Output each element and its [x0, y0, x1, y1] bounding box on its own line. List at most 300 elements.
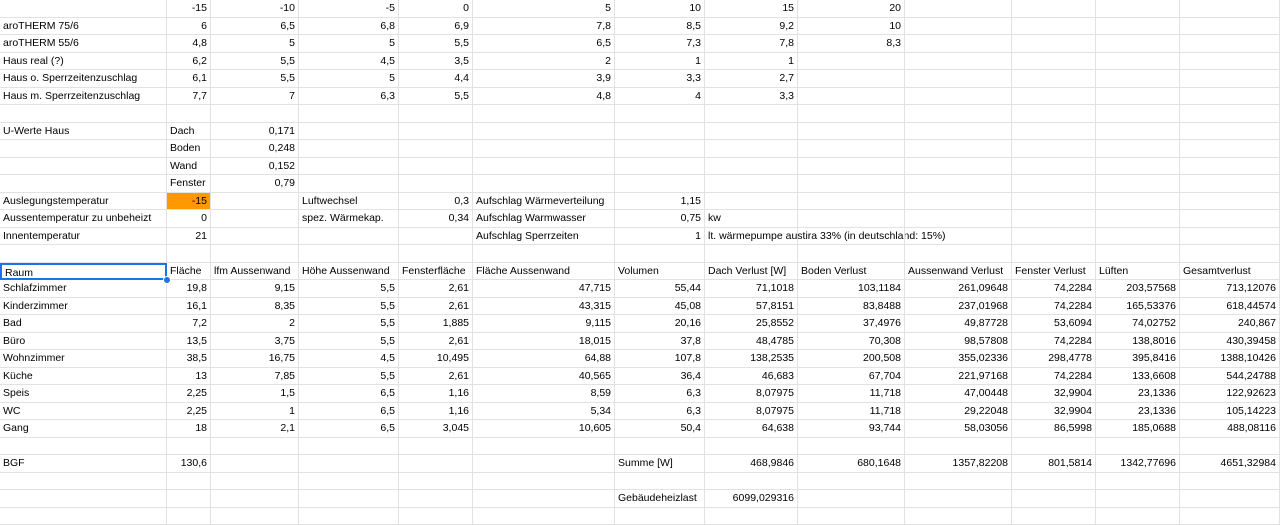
cell[interactable] [211, 473, 299, 491]
cell[interactable]: Wohnzimmer [0, 350, 167, 368]
cell[interactable] [299, 158, 399, 176]
cell[interactable]: Lüften [1096, 263, 1180, 281]
cell[interactable]: 5 [299, 70, 399, 88]
cell[interactable] [1096, 473, 1180, 491]
cell[interactable] [905, 490, 1012, 508]
cell[interactable] [399, 438, 473, 456]
cell[interactable]: Haus o. Sperrzeitenzuschlag [0, 70, 167, 88]
cell[interactable] [1012, 70, 1096, 88]
cell[interactable] [0, 158, 167, 176]
cell[interactable] [798, 438, 905, 456]
cell[interactable] [1096, 158, 1180, 176]
cell[interactable]: 5 [299, 35, 399, 53]
cell[interactable]: Luftwechsel [299, 193, 399, 211]
cell[interactable] [798, 53, 905, 71]
cell[interactable] [798, 193, 905, 211]
cell[interactable] [299, 105, 399, 123]
cell[interactable]: 70,308 [798, 333, 905, 351]
cell[interactable]: 2,7 [705, 70, 798, 88]
cell[interactable]: 203,57568 [1096, 280, 1180, 298]
cell[interactable] [905, 88, 1012, 106]
cell[interactable] [905, 53, 1012, 71]
cell[interactable] [1012, 0, 1096, 18]
cell[interactable] [1096, 490, 1180, 508]
cell[interactable]: 680,1648 [798, 455, 905, 473]
cell[interactable] [905, 228, 1012, 246]
cell[interactable]: 2,25 [167, 385, 211, 403]
cell[interactable]: 10,605 [473, 420, 615, 438]
cell[interactable] [1180, 35, 1280, 53]
cell[interactable] [705, 508, 798, 525]
cell[interactable] [705, 245, 798, 263]
cell[interactable]: 4 [615, 88, 705, 106]
cell[interactable] [1096, 140, 1180, 158]
cell[interactable] [299, 455, 399, 473]
cell[interactable]: 3,3 [705, 88, 798, 106]
cell[interactable]: 138,2535 [705, 350, 798, 368]
cell[interactable]: 40,565 [473, 368, 615, 386]
cell[interactable]: Büro [0, 333, 167, 351]
cell[interactable]: 3,9 [473, 70, 615, 88]
cell[interactable]: 18 [167, 420, 211, 438]
cell[interactable]: 8,07975 [705, 385, 798, 403]
cell[interactable]: 122,92623 [1180, 385, 1280, 403]
cell[interactable] [399, 228, 473, 246]
cell[interactable]: 8,5 [615, 18, 705, 36]
cell[interactable] [615, 140, 705, 158]
cell[interactable] [705, 105, 798, 123]
cell[interactable]: 8,59 [473, 385, 615, 403]
cell[interactable] [615, 245, 705, 263]
cell[interactable]: Bad [0, 315, 167, 333]
cell[interactable]: 5,5 [211, 53, 299, 71]
cell[interactable] [299, 508, 399, 525]
cell[interactable] [1180, 105, 1280, 123]
cell[interactable] [705, 193, 798, 211]
cell[interactable] [705, 438, 798, 456]
cell[interactable] [1012, 35, 1096, 53]
cell[interactable] [1180, 175, 1280, 193]
cell[interactable] [798, 105, 905, 123]
cell[interactable]: 29,22048 [905, 403, 1012, 421]
cell[interactable] [0, 490, 167, 508]
cell[interactable] [615, 508, 705, 525]
cell[interactable]: 355,02336 [905, 350, 1012, 368]
cell[interactable] [473, 438, 615, 456]
cell[interactable]: Kinderzimmer [0, 298, 167, 316]
cell[interactable] [1096, 508, 1180, 525]
cell[interactable]: 0,75 [615, 210, 705, 228]
cell[interactable]: 16,75 [211, 350, 299, 368]
cell[interactable]: 1342,77696 [1096, 455, 1180, 473]
cell[interactable]: Haus real (?) [0, 53, 167, 71]
cell[interactable] [1096, 0, 1180, 18]
cell[interactable] [1180, 140, 1280, 158]
cell[interactable]: 8,07975 [705, 403, 798, 421]
cell[interactable] [473, 473, 615, 491]
cell[interactable]: 165,53376 [1096, 298, 1180, 316]
cell[interactable]: 185,0688 [1096, 420, 1180, 438]
cell[interactable] [1012, 18, 1096, 36]
cell[interactable]: 25,8552 [705, 315, 798, 333]
cell[interactable]: 6,5 [299, 403, 399, 421]
cell[interactable]: 6,3 [615, 385, 705, 403]
cell[interactable] [167, 490, 211, 508]
cell[interactable] [1180, 70, 1280, 88]
cell[interactable] [1012, 473, 1096, 491]
cell[interactable] [798, 88, 905, 106]
cell[interactable] [798, 158, 905, 176]
cell[interactable]: 4,4 [399, 70, 473, 88]
cell[interactable] [1096, 88, 1180, 106]
cell[interactable] [1012, 53, 1096, 71]
cell[interactable]: 7,7 [167, 88, 211, 106]
cell[interactable]: U-Werte Haus [0, 123, 167, 141]
cell[interactable]: 240,867 [1180, 315, 1280, 333]
cell[interactable] [1180, 490, 1280, 508]
cell[interactable] [1012, 158, 1096, 176]
cell[interactable]: 3,045 [399, 420, 473, 438]
cell[interactable]: 3,3 [615, 70, 705, 88]
cell[interactable]: 7 [211, 88, 299, 106]
cell[interactable]: Volumen [615, 263, 705, 281]
cell[interactable]: 74,02752 [1096, 315, 1180, 333]
cell[interactable] [473, 123, 615, 141]
cell[interactable]: Gesamtverlust [1180, 263, 1280, 281]
cell[interactable]: 5,5 [399, 35, 473, 53]
cell[interactable] [399, 245, 473, 263]
cell[interactable] [705, 158, 798, 176]
cell[interactable]: 261,09648 [905, 280, 1012, 298]
cell[interactable] [0, 140, 167, 158]
cell[interactable]: 19,8 [167, 280, 211, 298]
cell[interactable] [211, 490, 299, 508]
cell[interactable]: lfm Aussenwand [211, 263, 299, 281]
cell[interactable]: 0,248 [211, 140, 299, 158]
cell[interactable] [211, 193, 299, 211]
cell[interactable]: 16,1 [167, 298, 211, 316]
cell[interactable]: 468,9846 [705, 455, 798, 473]
cell[interactable] [1096, 210, 1180, 228]
cell[interactable]: 48,4785 [705, 333, 798, 351]
cell[interactable] [798, 228, 905, 246]
cell[interactable]: 8,35 [211, 298, 299, 316]
cell[interactable] [615, 438, 705, 456]
cell[interactable]: 74,2284 [1012, 368, 1096, 386]
cell[interactable]: Aufschlag Sperrzeiten [473, 228, 615, 246]
cell[interactable]: 4,5 [299, 53, 399, 71]
cell[interactable] [299, 438, 399, 456]
cell[interactable]: 133,6608 [1096, 368, 1180, 386]
cell[interactable] [905, 123, 1012, 141]
cell[interactable]: 58,03056 [905, 420, 1012, 438]
cell[interactable]: 1357,82208 [905, 455, 1012, 473]
cell[interactable]: 57,8151 [705, 298, 798, 316]
cell[interactable] [167, 105, 211, 123]
cell[interactable]: 15 [705, 0, 798, 18]
cell[interactable] [1096, 245, 1180, 263]
cell[interactable]: 67,704 [798, 368, 905, 386]
cell[interactable] [1096, 193, 1180, 211]
cell[interactable]: Schlafzimmer [0, 280, 167, 298]
cell[interactable]: 3,5 [399, 53, 473, 71]
cell[interactable] [399, 123, 473, 141]
cell[interactable]: 10,495 [399, 350, 473, 368]
cell[interactable]: 6,5 [299, 385, 399, 403]
cell[interactable]: Fenster Verlust [1012, 263, 1096, 281]
cell[interactable] [1012, 123, 1096, 141]
cell[interactable]: 6099,029316 [705, 490, 798, 508]
cell[interactable]: 4,8 [473, 88, 615, 106]
cell[interactable]: 6,2 [167, 53, 211, 71]
cell[interactable] [1096, 18, 1180, 36]
cell[interactable] [798, 175, 905, 193]
cell[interactable]: 5,5 [211, 70, 299, 88]
cell[interactable] [1096, 35, 1180, 53]
cell[interactable]: -10 [211, 0, 299, 18]
cell[interactable] [1096, 105, 1180, 123]
cell[interactable]: 0,171 [211, 123, 299, 141]
cell[interactable]: 801,5814 [1012, 455, 1096, 473]
cell[interactable]: 36,4 [615, 368, 705, 386]
cell[interactable]: 74,2284 [1012, 333, 1096, 351]
cell[interactable]: 93,744 [798, 420, 905, 438]
cell[interactable]: Aussentemperatur zu unbeheizt [0, 210, 167, 228]
cell[interactable] [399, 158, 473, 176]
cell[interactable]: 2,1 [211, 420, 299, 438]
cell[interactable]: 2,61 [399, 280, 473, 298]
cell[interactable]: 105,14223 [1180, 403, 1280, 421]
cell[interactable]: 221,97168 [905, 368, 1012, 386]
cell[interactable]: 103,1184 [798, 280, 905, 298]
cell[interactable]: 713,12076 [1180, 280, 1280, 298]
cell[interactable] [905, 175, 1012, 193]
cell[interactable]: 6,3 [299, 88, 399, 106]
cell[interactable] [798, 490, 905, 508]
cell[interactable] [399, 490, 473, 508]
cell[interactable]: 7,2 [167, 315, 211, 333]
cell[interactable]: 6,5 [473, 35, 615, 53]
cell[interactable] [705, 175, 798, 193]
cell[interactable] [167, 438, 211, 456]
cell[interactable]: 37,4976 [798, 315, 905, 333]
cell[interactable]: 47,00448 [905, 385, 1012, 403]
cell[interactable]: Haus m. Sperrzeitenzuschlag [0, 88, 167, 106]
cell[interactable] [167, 245, 211, 263]
cell[interactable]: 395,8416 [1096, 350, 1180, 368]
cell[interactable] [798, 123, 905, 141]
cell[interactable] [211, 245, 299, 263]
cell[interactable]: Gang [0, 420, 167, 438]
cell[interactable]: 46,683 [705, 368, 798, 386]
cell[interactable] [1180, 193, 1280, 211]
cell[interactable] [0, 508, 167, 525]
cell[interactable]: 2,61 [399, 368, 473, 386]
cell[interactable] [905, 18, 1012, 36]
cell[interactable]: 11,718 [798, 403, 905, 421]
cell[interactable]: 10 [798, 18, 905, 36]
cell[interactable]: 1,15 [615, 193, 705, 211]
cell[interactable]: 107,8 [615, 350, 705, 368]
cell[interactable] [1180, 88, 1280, 106]
cell[interactable] [473, 140, 615, 158]
cell[interactable]: 1,16 [399, 403, 473, 421]
cell[interactable] [399, 140, 473, 158]
cell[interactable] [705, 140, 798, 158]
cell[interactable] [705, 123, 798, 141]
cell[interactable]: 7,85 [211, 368, 299, 386]
cell[interactable]: 10 [615, 0, 705, 18]
cell[interactable] [905, 0, 1012, 18]
cell[interactable]: 23,1336 [1096, 385, 1180, 403]
cell[interactable] [473, 105, 615, 123]
cell[interactable]: 49,87728 [905, 315, 1012, 333]
cell[interactable] [1096, 175, 1180, 193]
cell[interactable] [615, 123, 705, 141]
cell[interactable] [299, 490, 399, 508]
cell[interactable]: 200,508 [798, 350, 905, 368]
cell[interactable]: 32,9904 [1012, 385, 1096, 403]
cell[interactable]: 1 [615, 228, 705, 246]
cell[interactable] [299, 228, 399, 246]
cell[interactable]: Auslegungstemperatur [0, 193, 167, 211]
cell[interactable] [615, 158, 705, 176]
cell[interactable]: 5 [473, 0, 615, 18]
cell[interactable] [1180, 0, 1280, 18]
cell[interactable]: Aufschlag Warmwasser [473, 210, 615, 228]
cell[interactable] [473, 490, 615, 508]
cell[interactable] [1012, 88, 1096, 106]
cell[interactable] [473, 158, 615, 176]
cell[interactable]: 9,115 [473, 315, 615, 333]
cell[interactable] [1012, 508, 1096, 525]
cell[interactable]: 1,5 [211, 385, 299, 403]
cell[interactable] [905, 210, 1012, 228]
cell[interactable] [1012, 140, 1096, 158]
cell[interactable]: -15 [167, 0, 211, 18]
cell[interactable] [1180, 158, 1280, 176]
cell[interactable] [1180, 18, 1280, 36]
cell[interactable]: 5 [211, 35, 299, 53]
cell[interactable]: 6,5 [211, 18, 299, 36]
cell[interactable]: 138,8016 [1096, 333, 1180, 351]
cell[interactable] [211, 438, 299, 456]
cell[interactable]: 50,4 [615, 420, 705, 438]
cell[interactable] [1012, 490, 1096, 508]
cell[interactable] [211, 455, 299, 473]
cell[interactable] [905, 245, 1012, 263]
cell[interactable] [905, 140, 1012, 158]
cell[interactable] [0, 438, 167, 456]
cell[interactable]: 1388,10426 [1180, 350, 1280, 368]
cell[interactable] [1180, 123, 1280, 141]
cell[interactable] [399, 455, 473, 473]
cell[interactable]: 7,8 [705, 35, 798, 53]
cell[interactable] [299, 175, 399, 193]
cell[interactable] [211, 228, 299, 246]
cell[interactable] [299, 245, 399, 263]
cell[interactable]: 0,152 [211, 158, 299, 176]
cell[interactable]: Küche [0, 368, 167, 386]
cell[interactable]: 11,718 [798, 385, 905, 403]
cell[interactable]: Summe [W] [615, 455, 705, 473]
cell[interactable]: 23,1336 [1096, 403, 1180, 421]
cell[interactable] [1180, 245, 1280, 263]
cell[interactable] [473, 245, 615, 263]
cell[interactable]: 53,6094 [1012, 315, 1096, 333]
cell[interactable]: 130,6 [167, 455, 211, 473]
cell[interactable] [905, 35, 1012, 53]
cell[interactable]: 298,4778 [1012, 350, 1096, 368]
cell[interactable]: 5,5 [299, 298, 399, 316]
cell[interactable]: 32,9904 [1012, 403, 1096, 421]
cell[interactable] [615, 105, 705, 123]
highlighted-cell[interactable]: -15 [167, 193, 211, 211]
cell[interactable] [905, 473, 1012, 491]
cell[interactable]: 0,3 [399, 193, 473, 211]
cell[interactable]: Innentemperatur [0, 228, 167, 246]
cell[interactable] [299, 140, 399, 158]
cell[interactable] [299, 123, 399, 141]
cell[interactable]: 4,8 [167, 35, 211, 53]
cell[interactable]: 13,5 [167, 333, 211, 351]
cell[interactable]: Dach [167, 123, 211, 141]
cell[interactable] [905, 193, 1012, 211]
cell[interactable]: 1 [615, 53, 705, 71]
cell[interactable]: 20 [798, 0, 905, 18]
cell[interactable]: 0 [167, 210, 211, 228]
cell[interactable] [905, 105, 1012, 123]
cell[interactable]: kw [705, 210, 798, 228]
cell[interactable]: 1 [705, 53, 798, 71]
cell[interactable] [0, 175, 167, 193]
cell[interactable]: aroTHERM 75/6 [0, 18, 167, 36]
cell[interactable]: Speis [0, 385, 167, 403]
cell[interactable]: 74,2284 [1012, 298, 1096, 316]
cell[interactable]: 13 [167, 368, 211, 386]
cell[interactable]: 4651,32984 [1180, 455, 1280, 473]
cell[interactable]: Höhe Aussenwand [299, 263, 399, 281]
cell[interactable]: 4,5 [299, 350, 399, 368]
cell[interactable]: 74,2284 [1012, 280, 1096, 298]
cell[interactable] [1012, 193, 1096, 211]
cell[interactable]: 1,885 [399, 315, 473, 333]
cell[interactable]: 7,8 [473, 18, 615, 36]
cell[interactable] [1096, 438, 1180, 456]
cell[interactable] [798, 140, 905, 158]
cell[interactable]: 1 [211, 403, 299, 421]
cell[interactable]: 2 [473, 53, 615, 71]
cell[interactable]: 1,16 [399, 385, 473, 403]
cell[interactable] [798, 245, 905, 263]
cell[interactable] [211, 210, 299, 228]
cell[interactable]: 237,01968 [905, 298, 1012, 316]
cell[interactable]: 6,3 [615, 403, 705, 421]
cell[interactable]: Wand [167, 158, 211, 176]
cell[interactable]: 5,5 [299, 280, 399, 298]
cell[interactable] [167, 508, 211, 525]
cell[interactable]: 5,5 [299, 315, 399, 333]
cell[interactable]: Boden [167, 140, 211, 158]
cell[interactable] [1012, 245, 1096, 263]
cell[interactable]: 86,5998 [1012, 420, 1096, 438]
cell[interactable]: Fenster [167, 175, 211, 193]
cell[interactable]: WC [0, 403, 167, 421]
cell[interactable] [299, 473, 399, 491]
cell[interactable] [211, 508, 299, 525]
cell[interactable]: 2 [211, 315, 299, 333]
cell[interactable]: 9,15 [211, 280, 299, 298]
